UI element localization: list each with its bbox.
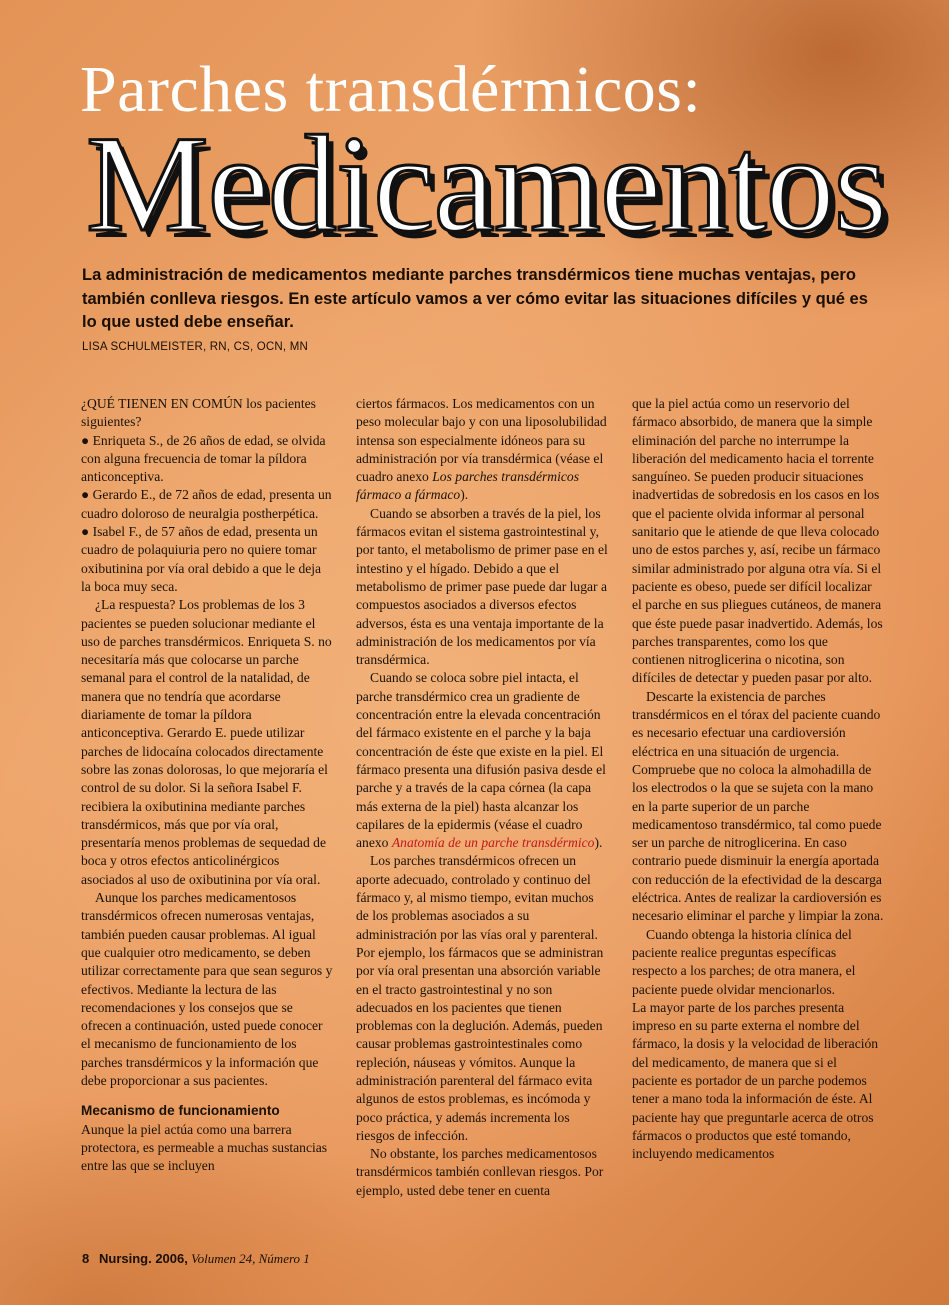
page-number: 8: [82, 1251, 90, 1266]
article-kicker: Parches transdérmicos:: [80, 53, 702, 126]
paragraph: La mayor parte de los parches presenta impreso en su parte externa el nombre del fármaco, la dosis y la velocidad de liberación del medicamento, de manera que si el paciente es portador de un parche podemos tener a mano toda la información de éste. Al paciente hay que preguntarle acerca de otros fármacos o productos que esté tomando, incluyendo medicamentos: [632, 999, 879, 1162]
text-column-1: [81, 395, 333, 1175]
paragraph: que la piel actúa como un reservorio del fármaco absorbido, de manera que la simple eliminación del parche no interrumpe la liberación del medicamento hacia el torrente sanguíneo. Se pueden producir situaciones inadvertidas de sobredosis en los casos en los que el paciente olvida informar al personal sanitario que le atiende de que lleva colocado uno de estos parches y, así, recibe un fármaco similar administrado por alguna otra vía. Si el paciente es obeso, puede ser difícil localizar el parche en sus pliegues cutáneos, de manera que éste puede pasar inadvertido. Además, los parches transparentes, como los que contienen nitroglicerina o nicotina, son difíciles de detectar y pueden pasar por alto.: [632, 396, 883, 686]
paragraph: [356, 669, 608, 852]
sidebar-reference-link[interactable]: Anatomía de un parche transdérmico: [391, 835, 595, 851]
paragraph: Cuando se absorben a través de la piel, los fármacos evitan el sistema gastrointestinal y, por tanto, el metabolismo de primer pase en el intestino y el hígado. Debido a que el metabolismo de primer pase puede dar lugar a compuestos asociados a diversos efectos adversos, ésta es una ventaja importante de la administración de los medicamentos por vía transdérmica.: [356, 505, 608, 668]
paragraph: ¿QUÉ TIENEN EN COMÚN los pacientes siguientes?: [81, 396, 316, 430]
magazine-name: Nursing. 2006,: [98, 1251, 188, 1266]
paragraph: No obstante, los parches medicamentosos transdérmicos también conllevan riesgos. Por ejemplo, usted debe tener en cuenta: [356, 1146, 604, 1198]
page-footer: [82, 1251, 310, 1267]
article-author: LISA SCHULMEISTER, RN, CS, OCN, MN: [82, 341, 308, 353]
text-column-3: [632, 395, 884, 1163]
bullet-item: ● Enriqueta S., de 26 años de edad, se olvida con alguna frecuencia de tomar la píldora anticonceptiva.: [81, 432, 326, 485]
bullet-item: ● Gerardo E., de 72 años de edad, presenta un cuadro doloroso de neuralgia postherpética.: [81, 487, 332, 521]
paragraph: Aunque la piel actúa como una barrera protectora, es permeable a muchas sustancias entre las que se incluyen: [81, 1121, 328, 1174]
paragraph-text: ciertos fármacos. Los medicamentos con un peso molecular bajo y con una liposolubilidad intensa son especialmente idóneos para su administración por vía transdérmica (véase el cuadro anexo: [356, 396, 607, 485]
text-column-2: [356, 395, 608, 1200]
issue-info: Volumen 24, Número 1: [191, 1251, 310, 1266]
paragraph: ¿La respuesta? Los problemas de los 3 pacientes se pueden solucionar mediante el uso de parches transdérmicos. Enriqueta S. no necesitaría más que colocarse un parche semanal para el control de la natalidad, de manera que no tendría que acordarse diariamente de tomar la píldora anticonceptiva. Gerardo E. puede utilizar parches de lidocaína colocados directamente sobre las zonas dolorosas, lo que mejoraría el control de su dolor. Si la señora Isabel F. recibiera la oxibutinina mediante parches transdérmicos, más que por vía oral, presentaría menos problemas de sequedad de boca y otros efectos anticolinérgicos asociados al uso de oxibutinina por vía oral.: [81, 597, 332, 887]
paragraph-text: ).: [594, 835, 603, 851]
bullet-item: ● Isabel F., de 57 años de edad, presenta un cuadro de polaquiuria pero no quiere tomar oxibutinina por vía oral debido a que le deja la boca muy seca.: [81, 524, 322, 594]
sidebar-reference-link[interactable]: Los parches transdérmicos fármaco a fármaco: [356, 469, 580, 503]
paragraph-text: Cuando se coloca sobre piel intacta, el parche transdérmico crea un gradiente de concentración entre la elevada concentración del fármaco existente en el parche y la baja concentración de éste que existe en la piel. El fármaco presenta una difusión pasiva desde el parche y a través de la capa córnea (la capa más externa de la piel) hasta alcanzar los capilares de la epidermis (véase el cuadro anexo: [356, 670, 606, 851]
section-heading: Mecanismo de funcionamiento: [81, 1103, 280, 1119]
paragraph: [356, 395, 608, 505]
paragraph: Descarte la existencia de parches transdérmicos en el tórax del paciente cuando es necesario efectuar una cardioversión eléctrica en una situación de urgencia. Compruebe que no coloca la almohadilla de los electrodos o la que se sujeta con la mano en la parte superior de un parche medicamentoso transdérmico, tal como puede ser un parche de nitroglicerina. En caso contrario puede disminuir la energía aportada con reducción de la efectividad de la descarga eléctrica. Antes de realizar la cardioversión es necesario eliminar el parche y limpiar la zona.: [632, 688, 884, 924]
paragraph: Aunque los parches medicamentosos transdérmicos ofrecen numerosas ventajas, también pueden causar problemas. Al igual que cualquier otro medicamento, se deben utilizar correctamente para que sean seguros y efectivos. Mediante la lectura de las recomendaciones y los consejos que se ofrecen a continuación, usted puede conocer el mecanismo de funcionamiento de los parches transdérmicos y la información que debe proporcionar a sus pacientes.: [81, 890, 333, 1088]
paragraph: Cuando obtenga la historia clínica del paciente realice preguntas específicas respecto a los parches; de otra manera, el paciente puede olvidar mencionarlos.: [632, 926, 856, 997]
paragraph: Los parches transdérmicos ofrecen un aporte adecuado, controlado y continuo del fármaco y, al mismo tiempo, evitan muchos de los problemas asociados a su administración por las vías oral y parenteral. Por ejemplo, los fármacos que se administran por vía oral presentan una absorción variable en el tracto gastrointestinal y no son adecuados en los pacientes que tienen problemas con la deglución. Además, pueden causar problemas gastrointestinales como repleción, náuseas y vómitos. Aunque la administración parenteral del fármaco evita algunos de estos problemas, es incómoda y poco práctica, y además incrementa los riesgos de infección.: [356, 853, 604, 1143]
paragraph-text: ).: [460, 487, 469, 503]
article-lead: La administración de medicamentos mediante parches transdérmicos tiene muchas ventajas, pero también conlleva riesgos. En este artículo vamos a ver cómo evitar las situaciones difíciles y qué es lo que usted debe enseñar.: [82, 266, 868, 331]
article-title: Medicamentos: [86, 107, 887, 260]
